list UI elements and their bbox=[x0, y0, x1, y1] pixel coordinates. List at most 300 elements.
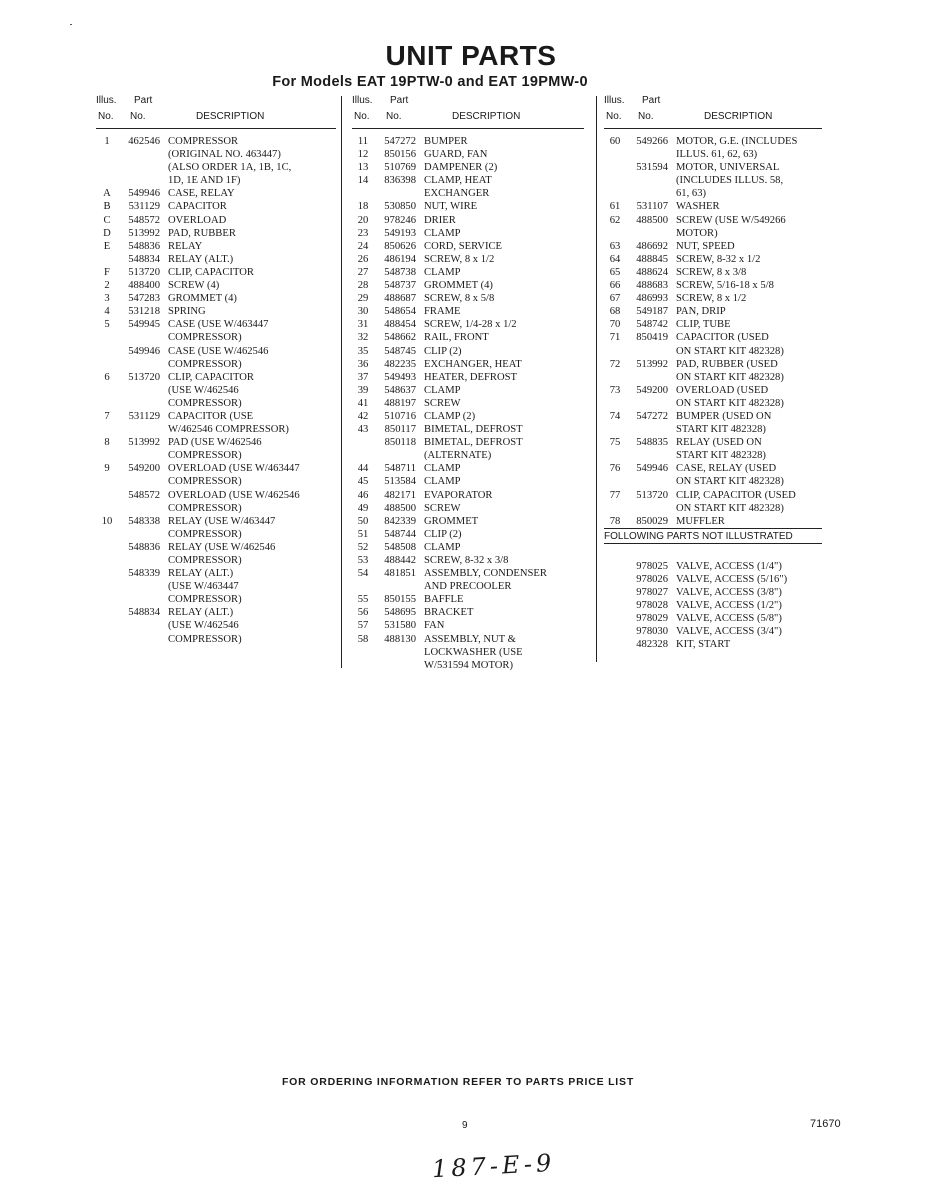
parts-list bbox=[96, 129, 336, 646]
parts-row bbox=[604, 279, 822, 292]
illus-number bbox=[604, 625, 626, 638]
header-part: Part bbox=[642, 95, 661, 106]
part-number: 531129 bbox=[128, 410, 160, 422]
description-line: CASE, RELAY bbox=[168, 188, 235, 200]
parts-row bbox=[352, 436, 584, 462]
description-line: (USE W/462546 bbox=[168, 384, 239, 396]
illus-number: 2 bbox=[104, 280, 110, 292]
part-description bbox=[168, 214, 336, 227]
description-line: CAPACITOR bbox=[168, 201, 227, 213]
description-line: RELAY (ALT.) bbox=[168, 568, 234, 580]
description-line: W/462546 COMPRESSOR) bbox=[168, 424, 289, 436]
description-line: ON START KIT 482328) bbox=[676, 371, 784, 383]
part-description bbox=[424, 593, 584, 606]
part-number: 850419 bbox=[636, 332, 668, 344]
part-number: 548836 bbox=[128, 541, 160, 553]
part-number: 486194 bbox=[384, 253, 416, 265]
header-part: Part bbox=[134, 95, 153, 106]
parts-row bbox=[96, 187, 336, 200]
parts-row bbox=[352, 148, 584, 161]
part-description bbox=[676, 573, 822, 586]
parts-row bbox=[604, 358, 822, 384]
part-number: 842339 bbox=[384, 515, 416, 527]
column-divider bbox=[596, 96, 597, 662]
part-description bbox=[168, 489, 336, 515]
part-description bbox=[676, 266, 822, 279]
part-description bbox=[424, 331, 584, 344]
parts-row bbox=[604, 410, 822, 436]
parts-row bbox=[352, 292, 584, 305]
part-number: 548654 bbox=[384, 306, 416, 318]
description-line: COMPRESSOR) bbox=[168, 502, 242, 514]
part-description bbox=[676, 292, 822, 305]
illus-number: 49 bbox=[357, 502, 369, 514]
part-description bbox=[676, 625, 822, 638]
illus-number: 63 bbox=[609, 240, 621, 252]
description-line: MUFFLER bbox=[676, 515, 725, 527]
part-description bbox=[676, 638, 822, 651]
parts-row bbox=[96, 318, 336, 344]
part-description bbox=[676, 358, 822, 384]
description-line: PAD, RUBBER (USED bbox=[676, 358, 778, 370]
description-line: RAIL, FRONT bbox=[424, 332, 489, 344]
part-description bbox=[424, 619, 584, 632]
description-line: CORD, SERVICE bbox=[424, 240, 503, 252]
description-line: SCREW, 8 x 1/2 bbox=[424, 253, 495, 265]
scan-speck bbox=[70, 24, 72, 25]
illus-number: 9 bbox=[104, 463, 110, 475]
description-line: OVERLOAD bbox=[168, 214, 227, 226]
parts-row bbox=[352, 200, 584, 213]
description-line: CLIP, CAPACITOR (USED bbox=[676, 489, 796, 501]
illus-number: 37 bbox=[357, 371, 369, 383]
description-line: SCREW, 8-32 x 1/2 bbox=[676, 253, 761, 265]
part-number: 481851 bbox=[384, 568, 416, 580]
description-line: COMPRESSOR) bbox=[168, 555, 242, 566]
description-line: (INCLUDES ILLUS. 58, bbox=[676, 175, 784, 187]
illus-number: 6 bbox=[104, 371, 110, 383]
part-description bbox=[168, 462, 336, 488]
header-part-no: No. bbox=[130, 111, 146, 122]
description-line: RELAY (USE W/462546 bbox=[168, 541, 276, 553]
description-line: SCREW, 1/4-28 x 1/2 bbox=[424, 319, 517, 331]
description-line: ON START KIT 482328) bbox=[676, 502, 784, 514]
column-header bbox=[352, 94, 584, 129]
illus-number: 54 bbox=[357, 568, 369, 580]
parts-row bbox=[604, 331, 822, 357]
description-line: CAPACITOR (USE bbox=[168, 410, 254, 422]
illus-number: 27 bbox=[357, 266, 369, 278]
part-description bbox=[168, 305, 336, 318]
parts-row bbox=[96, 214, 336, 227]
description-line: 1D, 1E AND 1F) bbox=[168, 175, 241, 187]
illus-number: 8 bbox=[104, 437, 110, 449]
part-description bbox=[168, 227, 336, 240]
part-number: 548835 bbox=[636, 437, 668, 449]
description-line: SCREW, 5/16-18 x 5/8 bbox=[676, 280, 774, 292]
description-line: CLAMP, HEAT bbox=[424, 175, 492, 187]
description-line: SCREW (USE W/549266 bbox=[676, 214, 786, 226]
part-description bbox=[168, 345, 336, 371]
part-description bbox=[424, 292, 584, 305]
illus-number bbox=[96, 489, 118, 515]
illus-number: 51 bbox=[357, 528, 369, 540]
part-description bbox=[168, 410, 336, 436]
description-line: RELAY (ALT.) bbox=[168, 253, 234, 265]
part-description bbox=[424, 489, 584, 502]
description-line: VALVE, ACCESS (1/2") bbox=[676, 600, 782, 612]
parts-row bbox=[352, 489, 584, 502]
description-line: EXCHANGER bbox=[424, 188, 490, 200]
illus-number: 64 bbox=[609, 253, 621, 265]
parts-row bbox=[604, 625, 822, 638]
header-illus: Illus. bbox=[352, 95, 373, 106]
description-line: COMPRESSOR) bbox=[168, 476, 242, 488]
part-number: 488197 bbox=[384, 397, 416, 409]
part-number: 850155 bbox=[384, 594, 416, 606]
description-line: CLAMP bbox=[424, 463, 461, 475]
illus-number bbox=[96, 567, 118, 606]
parts-row bbox=[96, 606, 336, 645]
parts-row bbox=[96, 567, 336, 606]
parts-row bbox=[352, 462, 584, 475]
parts-row bbox=[352, 541, 584, 554]
illus-number: 3 bbox=[104, 293, 110, 305]
part-number: 548637 bbox=[384, 384, 416, 396]
parts-row bbox=[352, 619, 584, 632]
part-number: 548572 bbox=[128, 214, 160, 226]
illus-number bbox=[96, 606, 118, 645]
description-line: VALVE, ACCESS (5/8") bbox=[676, 613, 782, 625]
description-line: VALVE, ACCESS (1/4") bbox=[676, 560, 782, 572]
part-number: 531594 bbox=[636, 162, 668, 174]
description-line: KIT, START bbox=[676, 639, 731, 651]
parts-row bbox=[604, 462, 822, 488]
part-number: 513992 bbox=[636, 358, 668, 370]
description-line: BUMPER (USED ON bbox=[676, 410, 772, 422]
illus-number: 61 bbox=[609, 201, 621, 213]
illus-number: 7 bbox=[104, 410, 110, 422]
part-number: 548572 bbox=[128, 489, 160, 501]
illus-number: 68 bbox=[609, 306, 621, 318]
parts-row bbox=[352, 606, 584, 619]
illus-number: 30 bbox=[357, 306, 369, 318]
illus-number bbox=[604, 638, 626, 651]
illus-number: 53 bbox=[357, 555, 369, 566]
illus-number: 10 bbox=[101, 515, 113, 527]
part-number: 850117 bbox=[384, 424, 416, 436]
part-number: 462546 bbox=[128, 136, 160, 147]
description-line: COMPRESSOR) bbox=[168, 397, 242, 409]
part-description bbox=[168, 292, 336, 305]
header-part: Part bbox=[390, 95, 409, 106]
description-line: START KIT 482328) bbox=[676, 450, 766, 462]
parts-row bbox=[604, 135, 822, 161]
part-description bbox=[168, 253, 336, 266]
description-line: CLAMP (2) bbox=[424, 410, 476, 422]
part-number: 850626 bbox=[384, 240, 416, 252]
part-number: 978028 bbox=[636, 600, 668, 612]
part-number: 549266 bbox=[636, 136, 668, 147]
description-line: CLAMP bbox=[424, 266, 461, 278]
parts-row bbox=[96, 462, 336, 488]
description-line: CASE (USE W/462546 bbox=[168, 345, 269, 357]
part-number: 488500 bbox=[384, 502, 416, 514]
part-description bbox=[424, 384, 584, 397]
header-illus-no: No. bbox=[98, 111, 114, 122]
part-description bbox=[424, 541, 584, 554]
illus-number: C bbox=[103, 214, 111, 226]
description-line: PAD (USE W/462546 bbox=[168, 437, 262, 449]
parts-row bbox=[604, 266, 822, 279]
part-description bbox=[424, 318, 584, 331]
parts-row bbox=[604, 305, 822, 318]
part-number: 488845 bbox=[636, 253, 668, 265]
parts-row bbox=[352, 410, 584, 423]
description-line: 61, 63) bbox=[676, 188, 707, 200]
column-divider bbox=[341, 96, 342, 668]
illus-number: 41 bbox=[357, 397, 369, 409]
parts-row bbox=[96, 436, 336, 462]
part-number: 530850 bbox=[384, 201, 416, 213]
illus-number: 14 bbox=[357, 175, 369, 187]
parts-row bbox=[96, 227, 336, 240]
parts-row bbox=[96, 135, 336, 187]
part-number: 548339 bbox=[128, 568, 160, 580]
description-line: RELAY (USE W/463447 bbox=[168, 515, 276, 527]
description-line: COMPRESSOR) bbox=[168, 528, 242, 540]
parts-row bbox=[352, 397, 584, 410]
parts-row bbox=[604, 253, 822, 266]
parts-row bbox=[352, 253, 584, 266]
illus-number bbox=[352, 436, 374, 462]
part-description bbox=[424, 161, 584, 174]
illus-number: 56 bbox=[357, 607, 369, 619]
illus-number: 42 bbox=[357, 410, 369, 422]
illus-number: 4 bbox=[104, 306, 110, 318]
parts-row bbox=[604, 612, 822, 625]
part-number: 488500 bbox=[636, 214, 668, 226]
part-description bbox=[676, 612, 822, 625]
description-line: HEATER, DEFROST bbox=[424, 371, 517, 383]
parts-row bbox=[96, 489, 336, 515]
part-number: 548836 bbox=[128, 240, 160, 252]
part-number: 513720 bbox=[636, 489, 668, 501]
illus-number: 58 bbox=[357, 633, 369, 645]
illus-number: 35 bbox=[357, 345, 369, 357]
parts-row bbox=[352, 279, 584, 292]
part-description bbox=[676, 489, 822, 515]
description-line: GROMMET (4) bbox=[424, 280, 493, 292]
description-line: RELAY (ALT.) bbox=[168, 607, 234, 619]
description-line: (ALTERNATE) bbox=[424, 450, 492, 462]
part-number: 482235 bbox=[384, 358, 416, 370]
description-line: CLIP (2) bbox=[424, 345, 462, 357]
parts-row bbox=[96, 541, 336, 567]
description-line: BIMETAL, DEFROST bbox=[424, 437, 523, 449]
illus-number: 18 bbox=[357, 201, 369, 213]
part-description bbox=[676, 515, 822, 528]
illus-number: 55 bbox=[357, 594, 369, 606]
part-description bbox=[168, 371, 336, 410]
parts-row bbox=[604, 200, 822, 213]
header-illus: Illus. bbox=[604, 95, 625, 106]
illus-number: 70 bbox=[609, 319, 621, 331]
part-number: 549193 bbox=[384, 227, 416, 239]
handwritten-note: 187-E-9 bbox=[431, 1148, 556, 1184]
part-description bbox=[424, 148, 584, 161]
parts-list bbox=[604, 129, 822, 528]
illus-number: 32 bbox=[357, 332, 369, 344]
part-description bbox=[424, 371, 584, 384]
description-line: VALVE, ACCESS (3/8") bbox=[676, 587, 782, 598]
description-line: (ORIGINAL NO. 463447) bbox=[168, 149, 281, 161]
description-line: MOTOR, G.E. (INCLUDES bbox=[676, 136, 798, 147]
part-description bbox=[676, 560, 822, 573]
part-description bbox=[676, 462, 822, 488]
part-number: 548338 bbox=[128, 515, 160, 527]
part-description bbox=[424, 227, 584, 240]
header-illus: Illus. bbox=[96, 95, 117, 106]
header-description: DESCRIPTION bbox=[704, 111, 773, 122]
description-line: BUMPER bbox=[424, 136, 468, 147]
description-line: SPRING bbox=[168, 306, 206, 318]
description-line: LOCKWASHER (USE bbox=[424, 646, 523, 658]
part-description bbox=[424, 475, 584, 488]
parts-column-2 bbox=[352, 94, 584, 672]
description-line: GROMMET bbox=[424, 515, 479, 527]
illus-number: 13 bbox=[357, 162, 369, 174]
description-line: FAN bbox=[424, 620, 445, 632]
part-number: 510769 bbox=[384, 162, 416, 174]
part-number: 836398 bbox=[384, 175, 416, 187]
part-number: 978027 bbox=[636, 587, 668, 598]
part-number: 978029 bbox=[636, 613, 668, 625]
part-number: 547283 bbox=[128, 293, 160, 305]
parts-row bbox=[352, 161, 584, 174]
description-line: CAPACITOR (USED bbox=[676, 332, 769, 344]
part-number: 513992 bbox=[128, 227, 160, 239]
part-description bbox=[424, 174, 584, 200]
description-line: CASE, RELAY (USED bbox=[676, 463, 777, 475]
part-number: 513992 bbox=[128, 437, 160, 449]
part-description bbox=[424, 397, 584, 410]
illus-number bbox=[604, 586, 626, 599]
illus-number: 74 bbox=[609, 410, 621, 422]
part-description bbox=[424, 633, 584, 672]
description-line: (USE W/462546 bbox=[168, 620, 239, 632]
parts-row bbox=[604, 489, 822, 515]
part-number: 547272 bbox=[384, 136, 416, 147]
description-line: (ALSO ORDER 1A, 1B, 1C, bbox=[168, 162, 292, 174]
part-description bbox=[676, 279, 822, 292]
ordering-info-note: FOR ORDERING INFORMATION REFER TO PARTS PRICE LIST bbox=[281, 1076, 635, 1088]
description-line: NUT, SPEED bbox=[676, 240, 735, 252]
parts-row bbox=[352, 475, 584, 488]
description-line: EXCHANGER, HEAT bbox=[424, 358, 522, 370]
description-line: ON START KIT 482328) bbox=[676, 397, 784, 409]
description-line: COMPRESSOR bbox=[168, 136, 239, 147]
page-subtitle: For Models EAT 19PTW-0 and EAT 19PMW-0 bbox=[272, 74, 588, 90]
description-line: DAMPENER (2) bbox=[424, 162, 498, 174]
illus-number: 65 bbox=[609, 266, 621, 278]
illus-number: 57 bbox=[357, 620, 369, 632]
part-number: 548834 bbox=[128, 253, 160, 265]
part-number: 850156 bbox=[384, 149, 416, 161]
illus-number: 43 bbox=[357, 424, 369, 436]
part-description bbox=[676, 410, 822, 436]
parts-row bbox=[96, 515, 336, 541]
illus-number: 26 bbox=[357, 253, 369, 265]
part-description bbox=[676, 436, 822, 462]
description-line: CASE (USE W/463447 bbox=[168, 319, 269, 331]
part-number: 486692 bbox=[636, 240, 668, 252]
part-description bbox=[168, 279, 336, 292]
illus-number bbox=[96, 541, 118, 567]
parts-row bbox=[96, 292, 336, 305]
illus-number: 12 bbox=[357, 149, 369, 161]
parts-row bbox=[604, 214, 822, 240]
part-description bbox=[168, 541, 336, 567]
description-line: RELAY bbox=[168, 240, 203, 252]
part-description bbox=[424, 462, 584, 475]
parts-row bbox=[96, 266, 336, 279]
part-description bbox=[168, 200, 336, 213]
part-number: 549200 bbox=[636, 384, 668, 396]
parts-row bbox=[352, 554, 584, 567]
part-number: 531107 bbox=[636, 201, 668, 213]
description-line: GROMMET (4) bbox=[168, 293, 237, 305]
column-header bbox=[604, 94, 822, 129]
description-line: ON START KIT 482328) bbox=[676, 345, 784, 357]
parts-row bbox=[604, 436, 822, 462]
description-line: CLIP, CAPACITOR bbox=[168, 371, 254, 383]
description-line: SCREW, 8 x 1/2 bbox=[676, 293, 747, 305]
description-line: BIMETAL, DEFROST bbox=[424, 424, 523, 436]
parts-row bbox=[352, 174, 584, 200]
header-description: DESCRIPTION bbox=[452, 111, 521, 122]
part-description bbox=[676, 214, 822, 240]
illus-number: 36 bbox=[357, 358, 369, 370]
illus-number: 60 bbox=[609, 136, 621, 147]
illus-number bbox=[604, 161, 626, 200]
illus-number bbox=[604, 612, 626, 625]
parts-row bbox=[352, 135, 584, 148]
part-number: 978026 bbox=[636, 573, 668, 585]
part-number: 549946 bbox=[636, 463, 668, 475]
description-line: SCREW (4) bbox=[168, 280, 220, 292]
description-line: COMPRESSOR) bbox=[168, 358, 242, 370]
description-line: COMPRESSOR) bbox=[168, 450, 242, 462]
parts-list bbox=[352, 129, 584, 672]
description-line: SCREW, 8 x 3/8 bbox=[676, 266, 747, 278]
part-description bbox=[424, 345, 584, 358]
illus-number: 67 bbox=[609, 293, 621, 305]
description-line: OVERLOAD (USE W/463447 bbox=[168, 463, 300, 475]
part-number: 488130 bbox=[384, 633, 416, 645]
description-line: CLAMP bbox=[424, 227, 461, 239]
description-line: BRACKET bbox=[424, 607, 474, 619]
part-description bbox=[676, 135, 822, 161]
part-number: 531580 bbox=[384, 620, 416, 632]
parts-row bbox=[352, 214, 584, 227]
parts-row bbox=[352, 633, 584, 672]
illus-number: 20 bbox=[357, 214, 369, 226]
part-description bbox=[424, 240, 584, 253]
part-description bbox=[424, 214, 584, 227]
illus-number: 73 bbox=[609, 384, 621, 396]
description-line: CLIP, TUBE bbox=[676, 319, 731, 331]
